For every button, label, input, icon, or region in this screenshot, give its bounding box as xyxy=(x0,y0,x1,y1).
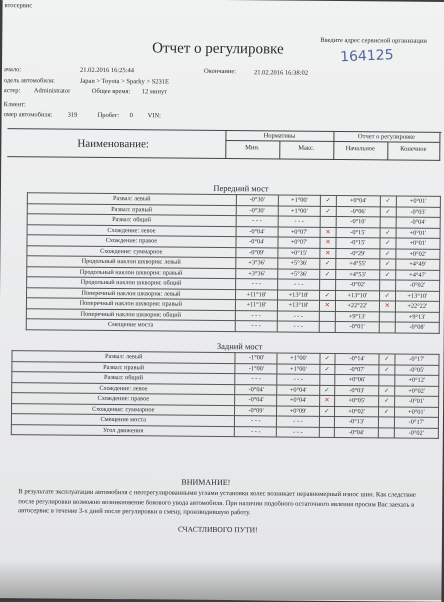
parameter-name: Схождение: правое xyxy=(27,235,236,247)
cross-icon: ✕ xyxy=(319,395,335,406)
max-value: +0°07' xyxy=(278,237,320,248)
parameter-name: Схождение: левое xyxy=(27,224,236,236)
min-value: - - - xyxy=(235,279,277,290)
final-value: +0°02' xyxy=(394,386,438,397)
min-header: Мин. xyxy=(245,144,260,152)
initial-value: +4°55' xyxy=(335,258,379,269)
parameter-name: Продольный наклон шкворня: общий xyxy=(27,277,236,289)
check-icon: ✓ xyxy=(320,290,336,301)
initial-value: -0°10' xyxy=(336,216,380,227)
initial-value: +0°06' xyxy=(335,374,379,385)
parameter-name: Продольный наклон шкворня: правый xyxy=(27,266,236,278)
initial-value: -0°06' xyxy=(336,206,380,217)
start-value: 21.02.2016 16:25:44 xyxy=(79,66,135,75)
min-value: -0°09' xyxy=(235,405,277,416)
initial-value: -0°13' xyxy=(334,416,378,427)
front-axle-table xyxy=(26,192,441,333)
final-value: -0°08' xyxy=(395,322,440,333)
parameter-name: Продольный наклон шкворня: левый xyxy=(27,256,236,268)
initial-value: +0°04' xyxy=(336,195,380,206)
max-value: +0°04' xyxy=(277,395,319,406)
service-address: Введите адрес сервисной организации xyxy=(320,36,427,45)
check-icon: ✓ xyxy=(320,269,336,280)
parameter-name: Схождение: суммарное xyxy=(12,403,236,415)
vin-label: VIN: xyxy=(147,112,161,120)
max-value: - - - xyxy=(278,216,320,227)
min-value: -1°00' xyxy=(235,363,277,374)
check-icon: ✓ xyxy=(319,406,335,417)
max-value: +5°36' xyxy=(278,258,320,269)
initial-value: -0°07' xyxy=(335,364,379,375)
initial-header: Начальное xyxy=(345,145,376,153)
parameter-name: Схождение: правое xyxy=(12,393,236,405)
initial-value: -0°15' xyxy=(336,237,380,248)
initial-value: -0°01' xyxy=(335,321,379,332)
final-value: -0°03' xyxy=(396,207,441,218)
master-value: Administrator xyxy=(33,87,71,95)
final-value: -0°17' xyxy=(395,354,439,365)
initial-value: +9°13' xyxy=(335,311,379,322)
cross-icon: ✕ xyxy=(320,248,336,259)
final-value: +9°13' xyxy=(395,312,440,323)
max-value: +0°04' xyxy=(277,384,319,395)
min-value: +3°36' xyxy=(235,268,277,279)
initial-status-mark xyxy=(319,321,335,332)
check-icon: ✓ xyxy=(319,385,335,396)
final-value: -0°17' xyxy=(394,417,438,428)
initial-value: +4°53' xyxy=(335,269,379,280)
min-value: -0°09' xyxy=(236,247,278,258)
final-header: Конечное xyxy=(400,145,427,153)
final-value: +0°01' xyxy=(396,238,441,249)
parameter-name: Поперечный наклон шкворня: левый xyxy=(27,287,236,299)
max-value: +5°36' xyxy=(278,268,320,279)
end-value: 21.02.2016 16:38:02 xyxy=(253,69,309,77)
check-icon: ✓ xyxy=(380,206,396,217)
initial-value: -0°15' xyxy=(336,227,380,238)
attention-heading: ВНИМАНИЕ! xyxy=(181,477,231,488)
check-icon: ✓ xyxy=(319,364,335,375)
min-value: -0°30' xyxy=(236,195,278,206)
model-label: одель автомобиля: xyxy=(3,77,55,85)
plate-label: омер автомобиля: xyxy=(3,111,53,119)
final-value: +4°49' xyxy=(395,259,440,270)
max-value: +1°00' xyxy=(277,353,319,364)
final-status-mark xyxy=(379,417,395,428)
end-label: Окончание: xyxy=(203,67,237,76)
parameter-name: Угол движения xyxy=(11,424,235,436)
initial-value: -0°04' xyxy=(334,427,378,438)
model-value: Japan > Toyota > Sparky > S231E xyxy=(79,77,170,86)
norms-header: Нормативы xyxy=(263,132,296,140)
initial-value: +0°02' xyxy=(334,406,378,417)
check-icon: ✓ xyxy=(320,206,336,217)
check-icon: ✓ xyxy=(380,259,396,270)
initial-status-mark xyxy=(319,374,335,385)
handwritten-number: 164125 xyxy=(339,47,394,66)
max-value: +13°18' xyxy=(277,289,319,300)
final-value: +22°22' xyxy=(395,301,440,312)
check-icon: ✓ xyxy=(379,354,395,365)
min-value: - - - xyxy=(235,426,277,437)
check-icon: ✓ xyxy=(320,195,336,206)
max-value: - - - xyxy=(278,279,320,290)
final-value: +0°01' xyxy=(396,196,441,207)
final-value: +0°01' xyxy=(394,407,438,418)
final-value: -0°04' xyxy=(396,217,441,228)
check-icon: ✓ xyxy=(379,396,395,407)
initial-value: +13°10' xyxy=(335,290,379,301)
initial-status-mark xyxy=(319,416,335,427)
initial-value: -0°03' xyxy=(335,385,379,396)
max-value: +1°00' xyxy=(278,205,320,216)
parameter-name: Развал: общий xyxy=(12,372,236,384)
front-axle-title: Передний мост xyxy=(213,182,269,194)
check-icon: ✓ xyxy=(380,269,396,280)
check-icon: ✓ xyxy=(319,353,335,364)
check-icon: ✓ xyxy=(320,258,336,269)
final-status-mark xyxy=(379,311,395,322)
check-icon: ✓ xyxy=(379,406,395,417)
final-value: -0°05' xyxy=(395,365,439,376)
final-value: -0°02' xyxy=(395,280,440,291)
parameter-name: Смещение моста xyxy=(11,414,235,426)
parameter-name: Развал: левый xyxy=(12,351,236,363)
photo-shadow xyxy=(0,560,444,600)
final-value: -0°01' xyxy=(394,396,438,407)
min-value: -0°04' xyxy=(235,384,277,395)
max-value: +0°15' xyxy=(278,247,320,258)
min-value: -0°04' xyxy=(236,226,278,237)
final-value: +0°02' xyxy=(395,249,440,260)
rear-axle-title: Задний мост xyxy=(216,340,263,352)
cross-icon: ✕ xyxy=(320,227,336,238)
mileage-value: 0 xyxy=(129,112,133,120)
parameter-name: Поперечный наклон шкворня: правый xyxy=(26,298,235,310)
final-status-mark xyxy=(380,280,396,291)
cross-icon: ✕ xyxy=(320,237,336,248)
max-value: +0°07' xyxy=(278,226,320,237)
check-icon: ✓ xyxy=(380,196,396,207)
min-value: -1°00' xyxy=(235,353,277,364)
initial-value: -0°02' xyxy=(335,279,379,290)
client-label: Клиент: xyxy=(3,101,26,109)
final-status-mark xyxy=(379,375,395,386)
initial-status-mark xyxy=(320,216,336,227)
check-icon: ✓ xyxy=(379,364,395,375)
max-value: - - - xyxy=(277,426,319,437)
final-status-mark xyxy=(379,427,395,438)
parameter-name: Поперечный наклон шкворня: общий xyxy=(26,308,235,320)
parameter-name: Развал: правый xyxy=(12,361,236,373)
max-header: Макс. xyxy=(298,144,315,152)
parameter-name: Развал: левый xyxy=(27,193,236,205)
initial-value: -0°14' xyxy=(335,353,379,364)
initial-value: -0°29' xyxy=(335,248,379,259)
initial-status-mark xyxy=(320,279,336,290)
max-value: - - - xyxy=(277,374,319,385)
check-icon: ✓ xyxy=(380,248,396,259)
total-time-value: 12 минут xyxy=(141,88,168,96)
min-value: -0°30' xyxy=(236,205,278,216)
max-value: +13°18' xyxy=(277,300,319,311)
parameter-name: Схождение: левое xyxy=(12,382,236,394)
min-value: +3°36' xyxy=(235,258,277,269)
total-time-label: Общее время: xyxy=(91,87,131,96)
warning-paragraph: В результате эксплуатации автомобиля с неотрегулированными углами установки колес возникает неравномерный износ шин. Как следствие после регулировки возможно возникновение бокового увода автомобиля. При наличии подобного остаточного явления просим Вас заехать в автосервис в течение 3-х дней после регулировки в смену, производившую работу. xyxy=(18,488,416,517)
name-column-header: Наименование: xyxy=(77,137,150,151)
final-status-mark xyxy=(379,322,395,333)
rear-axle-table xyxy=(11,350,440,439)
initial-value: +0°05' xyxy=(335,395,379,406)
mileage-label: Пробег: xyxy=(97,111,120,120)
min-value: +11°18' xyxy=(235,300,277,311)
cross-icon: ✕ xyxy=(320,300,336,311)
min-value: - - - xyxy=(235,321,277,332)
page-title: Отчет о регулировке xyxy=(152,40,284,58)
master-label: астер: xyxy=(3,87,21,95)
final-value: -0°02' xyxy=(394,428,438,439)
start-label: ачало: xyxy=(3,66,22,74)
min-value: -0°04' xyxy=(236,237,278,248)
max-value: +1°00' xyxy=(277,363,319,374)
check-icon: ✓ xyxy=(380,227,396,238)
state-header: Отчет о регулировке xyxy=(357,133,415,141)
plate-value: 319 xyxy=(67,111,78,119)
final-value: +4°47' xyxy=(395,270,440,281)
parameter-name: Смещение моста xyxy=(26,319,235,331)
final-value: +0°01' xyxy=(396,228,441,239)
min-value: - - - xyxy=(236,216,278,227)
max-value: +1°00' xyxy=(278,195,320,206)
service-label: втосервис xyxy=(4,2,33,10)
final-value: +0°12' xyxy=(394,375,438,386)
min-value: - - - xyxy=(235,374,277,385)
max-value: - - - xyxy=(277,310,319,321)
min-value: +11°18' xyxy=(235,289,277,300)
parameter-name: Развал: общий xyxy=(27,214,236,226)
min-value: - - - xyxy=(235,310,277,321)
initial-status-mark xyxy=(319,427,335,438)
final-value: +13°10' xyxy=(395,291,440,302)
initial-status-mark xyxy=(319,311,335,322)
final-status-mark xyxy=(380,217,396,228)
table-row xyxy=(26,319,439,333)
initial-value: +22°22' xyxy=(335,300,379,311)
max-value: - - - xyxy=(277,321,319,332)
check-icon: ✓ xyxy=(380,290,396,301)
max-value: - - - xyxy=(277,416,319,427)
farewell-text: СЧАСТЛИВОГО ПУТИ! xyxy=(177,524,258,535)
max-value: +0°09' xyxy=(277,405,319,416)
parameter-name: Развал: правый xyxy=(27,203,236,215)
column-header xyxy=(7,128,441,161)
check-icon: ✓ xyxy=(379,385,395,396)
parameter-name: Схождение: суммарное xyxy=(27,245,236,257)
cross-icon: ✕ xyxy=(379,301,395,312)
min-value: -0°04' xyxy=(235,395,277,406)
check-icon: ✓ xyxy=(380,238,396,249)
min-value: - - - xyxy=(235,416,277,427)
